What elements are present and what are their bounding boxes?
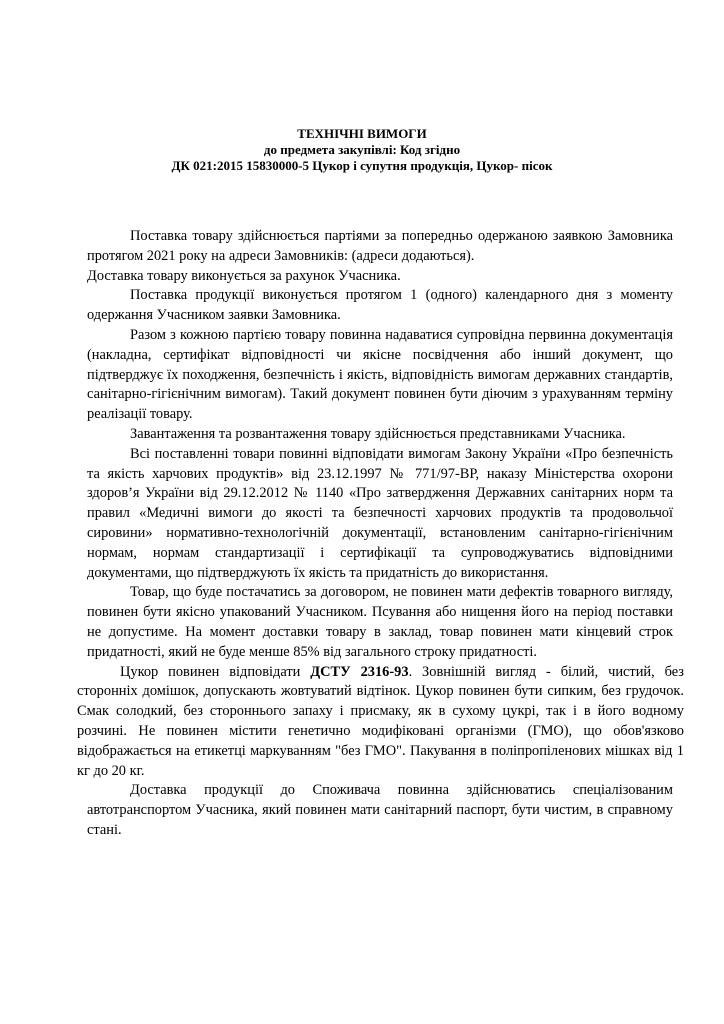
paragraph-delivery-time: Поставка продукції виконується протягом 1 (одного) календарного дня з моменту одержання Учасником заявки Замовника. bbox=[87, 287, 673, 324]
paragraph-supply-terms: Поставка товару здійснюється партіями за попередньо одержаною заявкою Замовника протягом 2021 року на адреси Замовників: (адреси додаються). bbox=[87, 228, 673, 264]
standard-code: ДСТУ 2316-93 bbox=[310, 663, 409, 680]
paragraph-product-condition: Товар, що буде постачатись за договором, не повинен мати дефектів товарного вигляду, повинен бути якісно упакований Учасником. Псування або нищення його на період поставки не допустиме. На момент доставки товару в заклад, товар повинен мати кінцевий строк придатності, який не буде менше 85% від загального строку придатності. bbox=[87, 584, 673, 660]
paragraph-transport: Доставка продукції до Споживача повинна здійснюватись спеціалізованим автотранспортом Учасника, який повинен мати санітарний паспорт, бути чистим, в справному стані. bbox=[87, 782, 673, 838]
sugar-spec-details: . Зовнішній вигляд - білий, чистий, без сторонніх домішок, допускають жовтуватий відтінок. Цукор повинен бути сипким, без грудочок. Смак солодкий, без стороннього запаху і присмаку, як в сухому цукрі, так і в його водному розчині. Не повинен містити генетично модифіковані організми (ГМО), що обов'язково відображається на етикетці маркуванням "без ГМО". Пакування в поліпропіленових мішках від 1 кг до 20 кг. bbox=[77, 663, 684, 779]
paragraph-legal-requirements: Всі поставленні товари повинні відповідати вимогам Закону України «Про безпечність та якість харчових продуктів» від 23.12.1997 № 771/97-ВР, наказу Міністерства охорони здоров’я України від 29.12.2012 № 1140 «Про затвердження Державних санітарних норм та правил «Медичні вимоги до якості та безпечності харчових продуктів та продовольчої сировини» нормативно-технологічній документації, встановленим санітарно-гігієнічним нормам, нормам стандартизації і сертифікації та супроводжуватись відповідними документами, що підтверджують їх якість та придатність до використання. bbox=[87, 445, 673, 581]
classification-code: ДК 021:2015 15830000-5 Цукор і супутня продукція, Цукор- пісок bbox=[171, 158, 553, 173]
document-subtitle: до предмета закупівлі: Код згідно bbox=[263, 142, 461, 157]
document-body bbox=[77, 227, 684, 841]
title-block bbox=[0, 126, 724, 174]
document-title: ТЕХНІЧНІ ВИМОГИ bbox=[297, 126, 427, 141]
paragraph-sugar-spec bbox=[77, 663, 684, 782]
paragraph-documentation: Разом з кожною партією товару повинна надаватися супровідна первинна документація (накладна, сертифікат відповідності чи якісне посвідчення або інший документ, що підтверджує їх походження, безпечність і якість, відповідність вимогам державних стандартів, санітарно-гігієнічним вимогам). Такий документ повинен бути діючим з урахуванням терміну реалізації товару. bbox=[87, 326, 673, 423]
paragraph-loading: Завантаження та розвантаження товару здійснюється представниками Учасника. bbox=[130, 425, 626, 442]
sugar-spec-intro: Цукор повинен відповідати bbox=[120, 663, 311, 680]
paragraph-delivery-cost: Доставка товару виконується за рахунок Учасника. bbox=[87, 267, 401, 284]
